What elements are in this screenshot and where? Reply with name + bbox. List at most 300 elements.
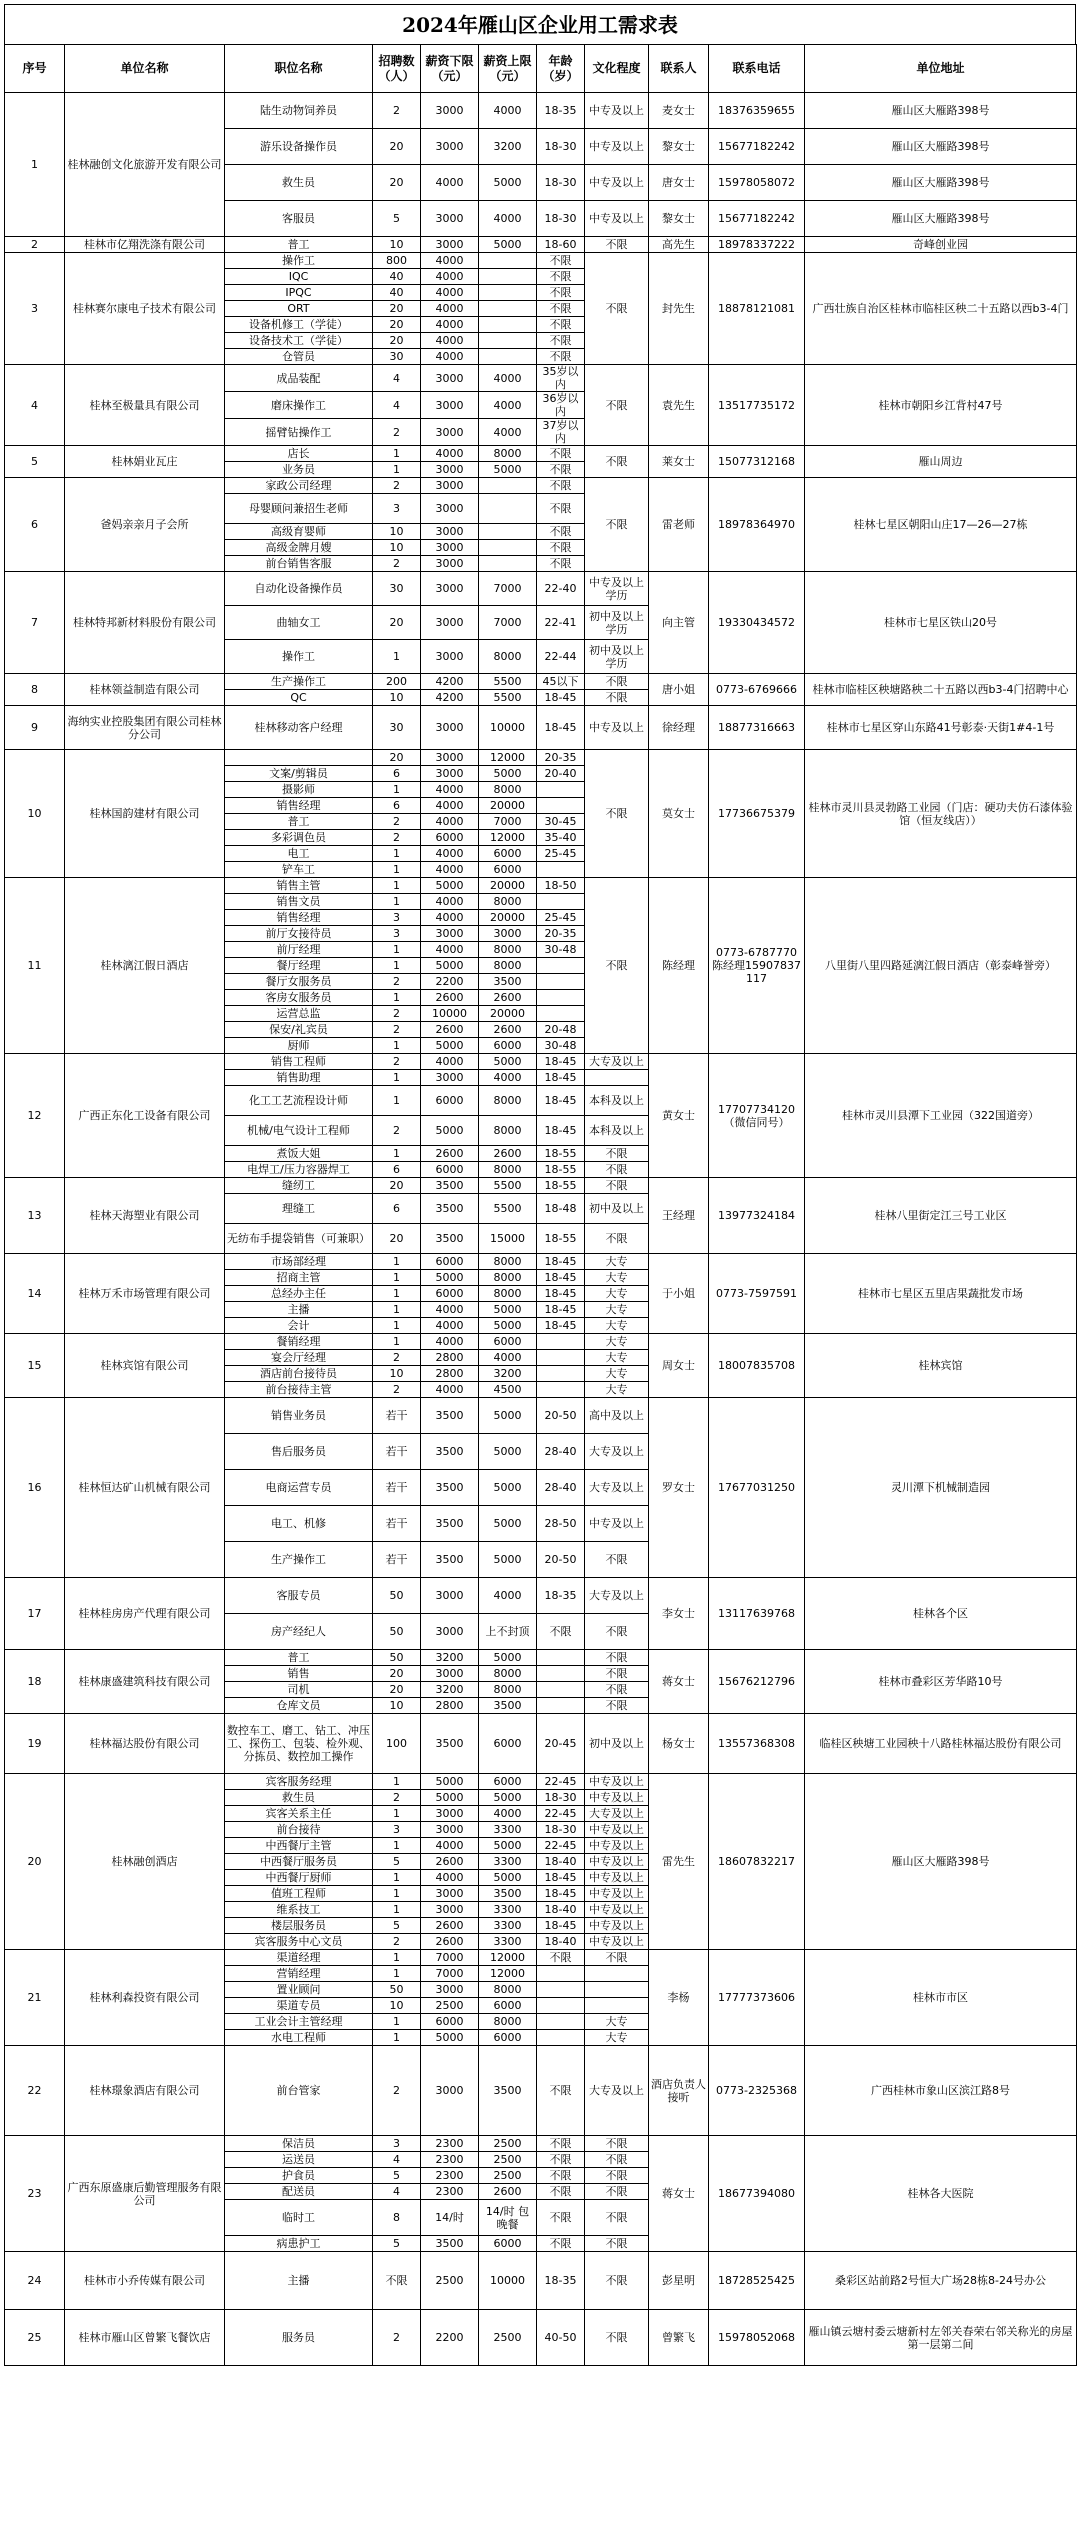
age-range: 22-41 [537,606,585,640]
salary-min: 3000 [421,750,479,766]
education: 中专及以上学历 [585,572,649,606]
salary-max: 6000 [479,862,537,878]
hire-count: 30 [373,706,421,750]
row-number: 21 [5,1950,65,2046]
salary-max: 5500 [479,1178,537,1194]
table-row [5,253,1077,269]
hire-count: 1 [373,1886,421,1902]
job-title: 前台接待主管 [225,1382,373,1398]
table-row [5,2310,1077,2366]
salary-min: 2300 [421,2152,479,2168]
salary-max: 4000 [479,1806,537,1822]
salary-max: 5000 [479,1790,537,1806]
job-title: 运送员 [225,2152,373,2168]
age-range: 18-45 [537,706,585,750]
salary-max: 5000 [479,766,537,782]
salary-min: 6000 [421,1286,479,1302]
hire-count: 1 [373,640,421,674]
job-title: 餐销经理 [225,1334,373,1350]
salary-min: 3000 [421,1666,479,1682]
salary-max: 8000 [479,2014,537,2030]
salary-min: 3000 [421,540,479,556]
salary-max: 6000 [479,1334,537,1350]
hire-count: 5 [373,2236,421,2252]
education: 中专及以上 [585,1934,649,1950]
job-title: 操作工 [225,253,373,269]
salary-min: 3500 [421,1714,479,1774]
hire-count: 20 [373,317,421,333]
education: 大专 [585,1382,649,1398]
row-number: 7 [5,572,65,674]
age-range: 18-45 [537,1270,585,1286]
contact-phone: 18677394080 [709,2136,805,2252]
age-range: 18-60 [537,237,585,253]
age-range: 不限 [537,317,585,333]
education: 不限 [585,2152,649,2168]
education: 不限 [585,2310,649,2366]
age-range: 30-48 [537,1038,585,1054]
job-title: 临时工 [225,2200,373,2236]
hire-count: 20 [373,301,421,317]
company-name: 桂林万禾市场管理有限公司 [65,1254,225,1334]
job-title: 总经办主任 [225,1286,373,1302]
salary-max: 20000 [479,910,537,926]
hire-count: 1 [373,1838,421,1854]
salary-max: 5000 [479,1470,537,1506]
education: 高中及以上 [585,1398,649,1434]
age-range: 18-35 [537,2252,585,2310]
table-row [5,1714,1077,1774]
salary-max: 8000 [479,1086,537,1116]
salary-min: 3000 [421,1822,479,1838]
salary-max: 2600 [479,1146,537,1162]
education [585,1070,649,1086]
hire-count: 1 [373,2030,421,2046]
hire-count: 40 [373,285,421,301]
job-title: 房产经纪人 [225,1614,373,1650]
contact-person: 周女士 [649,1334,709,1398]
company-address: 桑彩区站前路2号恒大广场28栋8-24号办公 [805,2252,1077,2310]
age-range: 不限 [537,301,585,317]
job-title: 摄影师 [225,782,373,798]
education: 中专及以上 [585,165,649,201]
table-row [5,478,1077,494]
education: 大专 [585,1334,649,1350]
job-title: 会计 [225,1318,373,1334]
salary-min: 2800 [421,1350,479,1366]
company-address: 桂林市七星区铁山20号 [805,572,1077,674]
salary-max: 8000 [479,1270,537,1286]
row-number: 4 [5,365,65,446]
hire-count: 1 [373,878,421,894]
job-title: 水电工程师 [225,2030,373,2046]
hire-count: 2 [373,1054,421,1070]
contact-phone: 18607832217 [709,1774,805,1950]
salary-min: 4000 [421,333,479,349]
job-title: 病患护工 [225,2236,373,2252]
salary-max: 2500 [479,2310,537,2366]
table-row [5,750,1077,766]
age-range [537,974,585,990]
table-row [5,237,1077,253]
salary-min: 3000 [421,606,479,640]
hire-count: 1 [373,1774,421,1790]
age-range: 20-35 [537,926,585,942]
age-range [537,2014,585,2030]
hire-count: 2 [373,1006,421,1022]
salary-min: 4000 [421,1870,479,1886]
table-row [5,2252,1077,2310]
education: 中专及以上 [585,1902,649,1918]
education: 中专及以上 [585,1886,649,1902]
contact-person: 李杨 [649,1950,709,2046]
salary-min: 4000 [421,1334,479,1350]
company-name: 桂林市小乔传媒有限公司 [65,2252,225,2310]
company-name: 海纳实业控股集团有限公司桂林分公司 [65,706,225,750]
company-address: 桂林七星区朝阳山庄17—26—27栋 [805,478,1077,572]
job-title: 销售文员 [225,894,373,910]
salary-min: 3000 [421,766,479,782]
salary-min: 2600 [421,1918,479,1934]
salary-max: 5500 [479,690,537,706]
hire-count: 5 [373,2168,421,2184]
salary-min: 2600 [421,1934,479,1950]
company-address: 雁山区大雁路398号 [805,201,1077,237]
salary-min: 4000 [421,1302,479,1318]
row-number: 14 [5,1254,65,1334]
contact-phone: 18878121081 [709,253,805,365]
contact-person: 袁先生 [649,365,709,446]
salary-min: 2600 [421,1854,479,1870]
salary-max: 6000 [479,2236,537,2252]
company-name: 桂林桂房房产代理有限公司 [65,1578,225,1650]
company-name: 桂林璟象酒店有限公司 [65,2046,225,2136]
company-name: 桂林恒达矿山机械有限公司 [65,1398,225,1578]
salary-min: 2300 [421,2184,479,2200]
company-name: 广西东原盛康后勤管理服务有限公司 [65,2136,225,2252]
job-title: 渠道专员 [225,1998,373,2014]
header-cell: 招聘数（人） [373,45,421,93]
salary-min: 4000 [421,1318,479,1334]
age-range: 不限 [537,2200,585,2236]
hire-count: 200 [373,674,421,690]
age-range: 18-35 [537,1578,585,1614]
job-title: 宾客服务中心文员 [225,1934,373,1950]
hire-count: 若干 [373,1542,421,1578]
company-name: 桂林康盛建筑科技有限公司 [65,1650,225,1714]
company-address: 八里街八里四路延漓江假日酒店（彰泰峰誉旁） [805,878,1077,1054]
age-range: 不限 [537,2168,585,2184]
age-range [537,1650,585,1666]
age-range: 45以下 [537,674,585,690]
age-range: 不限 [537,446,585,462]
job-title: 前厅经理 [225,942,373,958]
salary-min: 6000 [421,1254,479,1270]
salary-min: 3000 [421,419,479,446]
salary-min: 3000 [421,392,479,419]
job-title: 前厅女接待员 [225,926,373,942]
hire-count: 2 [373,419,421,446]
education: 大专 [585,1318,649,1334]
salary-max: 12000 [479,1966,537,1982]
salary-min: 3000 [421,1070,479,1086]
salary-max: 8000 [479,1162,537,1178]
salary-max: 5000 [479,237,537,253]
salary-max [479,349,537,365]
hire-count: 3 [373,2136,421,2152]
education: 中专及以上 [585,1790,649,1806]
job-title: 保安/礼宾员 [225,1022,373,1038]
age-range: 18-45 [537,1086,585,1116]
job-title: 生产操作工 [225,1542,373,1578]
job-title: 宾客服务经理 [225,1774,373,1790]
education: 大专及以上 [585,1806,649,1822]
salary-min: 3200 [421,1650,479,1666]
company-address: 桂林市朝阳乡江背村47号 [805,365,1077,446]
salary-max: 4000 [479,201,537,237]
job-title: 置业顾问 [225,1982,373,1998]
salary-max: 5000 [479,462,537,478]
hire-count: 1 [373,1334,421,1350]
age-range: 不限 [537,2236,585,2252]
age-range: 28-40 [537,1434,585,1470]
education: 大专 [585,1366,649,1382]
education: 大专 [585,1270,649,1286]
job-title: 前台管家 [225,2046,373,2136]
table-row [5,1054,1077,1070]
company-name: 爸妈亲亲月子会所 [65,478,225,572]
company-name: 桂林至极量具有限公司 [65,365,225,446]
education [585,1966,649,1982]
row-number: 13 [5,1178,65,1254]
job-title: 电焊工/压力容器焊工 [225,1162,373,1178]
salary-max: 12000 [479,750,537,766]
salary-max: 4000 [479,365,537,392]
hire-count: 10 [373,237,421,253]
salary-min: 3000 [421,524,479,540]
education: 大专 [585,1302,649,1318]
salary-max: 10000 [479,2252,537,2310]
age-range: 22-45 [537,1806,585,1822]
age-range [537,894,585,910]
hire-count: 6 [373,1194,421,1224]
contact-person: 徐经理 [649,706,709,750]
age-range: 22-45 [537,1774,585,1790]
hire-count: 2 [373,93,421,129]
job-title: 销售助理 [225,1070,373,1086]
job-title: 磨床操作工 [225,392,373,419]
salary-max [479,556,537,572]
salary-max [479,301,537,317]
age-range: 18-40 [537,1902,585,1918]
contact-phone: 18978337222 [709,237,805,253]
salary-min: 3500 [421,1178,479,1194]
row-number: 15 [5,1334,65,1398]
contact-person: 于小姐 [649,1254,709,1334]
row-number: 24 [5,2252,65,2310]
salary-min: 2500 [421,1998,479,2014]
salary-min: 5000 [421,2030,479,2046]
job-title: 销售经理 [225,910,373,926]
contact-person: 黎女士 [649,201,709,237]
row-number: 20 [5,1774,65,1950]
age-range: 18-40 [537,1934,585,1950]
salary-max: 10000 [479,706,537,750]
age-range [537,1006,585,1022]
age-range: 18-30 [537,129,585,165]
contact-person: 封先生 [649,253,709,365]
row-number: 22 [5,2046,65,2136]
header-cell: 职位名称 [225,45,373,93]
hire-count: 1 [373,1966,421,1982]
hire-count: 10 [373,540,421,556]
salary-min: 3000 [421,478,479,494]
age-range: 18-45 [537,1254,585,1270]
contact-phone: 15978058072 [709,165,805,201]
contact-phone: 13517735172 [709,365,805,446]
salary-max: 8000 [479,894,537,910]
company-address: 奇峰创业园 [805,237,1077,253]
education: 不限 [585,478,649,572]
age-range [537,2030,585,2046]
education: 不限 [585,750,649,878]
salary-max: 20000 [479,798,537,814]
job-title: 高级金牌月嫂 [225,540,373,556]
contact-phone: 18376359655 [709,93,805,129]
salary-max: 5000 [479,1318,537,1334]
salary-min: 4000 [421,165,479,201]
salary-max: 4500 [479,1382,537,1398]
job-title: 曲轴女工 [225,606,373,640]
age-range: 30-48 [537,942,585,958]
table-row [5,572,1077,606]
salary-max: 3500 [479,1698,537,1714]
salary-min: 3500 [421,1224,479,1254]
education: 不限 [585,1542,649,1578]
company-name: 桂林娟业瓦庄 [65,446,225,478]
age-range: 18-45 [537,1302,585,1318]
age-range: 不限 [537,540,585,556]
hire-count: 4 [373,2184,421,2200]
age-range: 不限 [537,2136,585,2152]
salary-min: 3000 [421,2046,479,2136]
salary-min: 3000 [421,1982,479,1998]
company-address: 广西桂林市象山区滨江路8号 [805,2046,1077,2136]
job-title: 普工 [225,237,373,253]
contact-phone: 19330434572 [709,572,805,674]
hire-count: 40 [373,269,421,285]
education: 不限 [585,237,649,253]
company-name: 桂林融创文化旅游开发有限公司 [65,93,225,237]
age-range: 28-40 [537,1470,585,1506]
job-title: 机械/电气设计工程师 [225,1116,373,1146]
job-title [225,750,373,766]
age-range [537,1666,585,1682]
hire-count: 30 [373,349,421,365]
salary-min: 3000 [421,556,479,572]
salary-min: 3000 [421,640,479,674]
salary-min: 7000 [421,1950,479,1966]
age-range: 不限 [537,2184,585,2200]
hire-count: 1 [373,1902,421,1918]
hire-count: 1 [373,1270,421,1286]
salary-max: 14/时 包晚餐 [479,2200,537,2236]
hire-count: 1 [373,990,421,1006]
age-range: 18-30 [537,1822,585,1838]
age-range: 18-40 [537,1854,585,1870]
table-row [5,1578,1077,1614]
hire-count: 若干 [373,1434,421,1470]
age-range: 18-45 [537,1318,585,1334]
hire-count: 1 [373,862,421,878]
age-range: 不限 [537,333,585,349]
job-title: 摇臂钻操作工 [225,419,373,446]
header-cell: 单位地址 [805,45,1077,93]
salary-min: 2600 [421,990,479,1006]
age-range: 18-55 [537,1162,585,1178]
hire-count: 不限 [373,2252,421,2310]
hire-count: 50 [373,1578,421,1614]
education: 中专及以上 [585,1854,649,1870]
education: 不限 [585,1178,649,1194]
salary-max: 3300 [479,1934,537,1950]
salary-max: 5000 [479,1398,537,1434]
hire-count: 6 [373,1162,421,1178]
hire-count: 20 [373,606,421,640]
age-range: 不限 [537,2152,585,2168]
hire-count: 2 [373,830,421,846]
table-row [5,1334,1077,1350]
salary-min: 3000 [421,462,479,478]
row-number: 6 [5,478,65,572]
company-address: 临桂区秧塘工业园秧十八路桂林福达股份有限公司 [805,1714,1077,1774]
salary-min: 6000 [421,2014,479,2030]
hire-count: 2 [373,974,421,990]
salary-max: 8000 [479,446,537,462]
row-number: 19 [5,1714,65,1774]
company-name: 桂林国韵建材有限公司 [65,750,225,878]
salary-max [479,333,537,349]
hire-count: 2 [373,814,421,830]
hire-count: 10 [373,1998,421,2014]
salary-max [479,478,537,494]
salary-max [479,494,537,524]
job-title: 业务员 [225,462,373,478]
salary-max: 6000 [479,2030,537,2046]
job-title: 市场部经理 [225,1254,373,1270]
salary-max: 2600 [479,990,537,1006]
table-row [5,1650,1077,1666]
contact-person: 唐小姐 [649,674,709,706]
salary-max: 5000 [479,1650,537,1666]
salary-max: 4000 [479,1070,537,1086]
hire-count: 2 [373,556,421,572]
contact-phone: 15677182242 [709,201,805,237]
education: 不限 [585,2236,649,2252]
education: 不限 [585,2168,649,2184]
hire-count: 20 [373,333,421,349]
age-range: 18-30 [537,165,585,201]
job-title: 招商主管 [225,1270,373,1286]
row-number: 9 [5,706,65,750]
salary-max: 2500 [479,2152,537,2168]
hire-count: 4 [373,392,421,419]
salary-min: 3500 [421,2236,479,2252]
salary-min: 3000 [421,129,479,165]
company-name: 桂林天海塑业有限公司 [65,1178,225,1254]
job-title: 多彩调色员 [225,830,373,846]
job-title: 陆生动物饲养员 [225,93,373,129]
